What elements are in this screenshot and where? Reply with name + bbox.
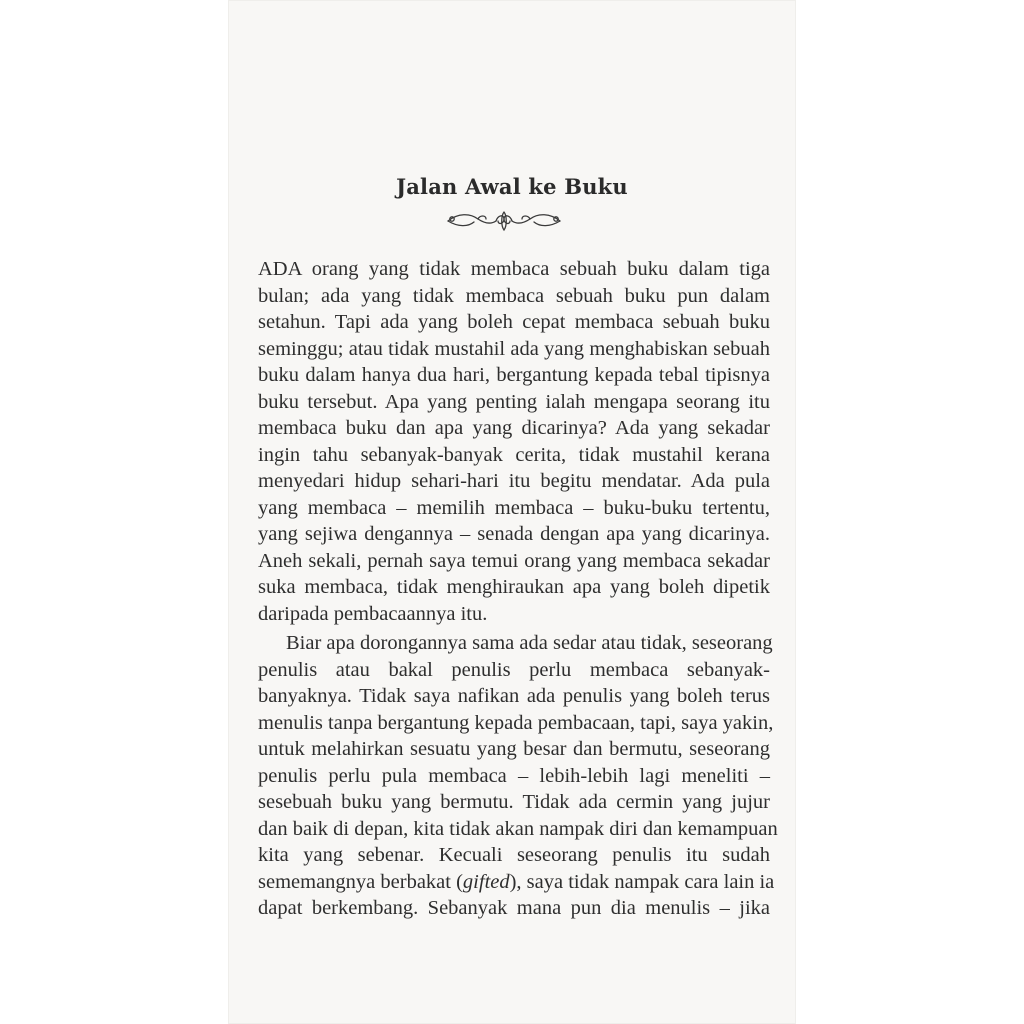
text-line: sesebuah buku yang bermutu. Tidak ada cermin yang jujur bbox=[258, 791, 770, 813]
text-line: suka membaca, tidak menghiraukan apa yang boleh dipetik bbox=[258, 576, 770, 598]
text-line: menyedari hidup sehari-hari itu begitu mendatar. Ada pula bbox=[258, 470, 770, 492]
text-line: buku tersebut. Apa yang penting ialah mengapa seorang itu bbox=[258, 390, 770, 413]
text-line: bulan; ada yang tidak membaca sebuah buku pun dalam bbox=[258, 284, 770, 307]
decorative-flourish-icon bbox=[444, 207, 564, 235]
text-line: daripada pembacaannya itu. bbox=[258, 602, 488, 625]
paragraph-1 bbox=[258, 256, 770, 627]
chapter-title: Jalan Awal ke Buku bbox=[396, 174, 628, 199]
text-line: dan baik di depan, kita tidak akan nampak diri dan kemampuan bbox=[258, 817, 778, 840]
text-line: ADA orang yang tidak membaca sebuah buku dalam tiga bbox=[258, 258, 770, 280]
text-line: Aneh sekali, pernah saya temui orang yang membaca sekadar bbox=[258, 549, 770, 572]
text-line: yang sejiwa dengannya – senada dengan apa yang dicarinya. bbox=[258, 523, 770, 545]
text-line: seminggu; atau tidak mustahil ada yang menghabiskan sebuah bbox=[258, 337, 770, 360]
text-line: membaca buku dan apa yang dicarinya? Ada yang sekadar bbox=[258, 417, 770, 439]
text-line: untuk melahirkan sesuatu yang besar dan bermutu, seseorang bbox=[258, 738, 770, 760]
text-line: banyaknya. Tidak saya nafikan ada penulis yang boleh terus bbox=[258, 685, 770, 707]
text-line: buku dalam hanya dua hari, bergantung kepada tebal tipisnya bbox=[258, 364, 770, 386]
text-line: penulis atau bakal penulis perlu membaca sebanyak- bbox=[258, 658, 770, 681]
text-line: dapat berkembang. Sebanyak mana pun dia menulis – jika bbox=[258, 897, 770, 919]
text-line: menulis tanpa bergantung kepada pembacaan, tapi, saya yakin, bbox=[258, 711, 774, 734]
text-line: penulis perlu pula membaca – lebih-lebih lagi meneliti – bbox=[258, 764, 770, 787]
text-line: setahun. Tapi ada yang boleh cepat membaca sebuah buku bbox=[258, 311, 770, 333]
text-line-italic: sememangnya berbakat (gifted), saya tidak nampak cara lain ia bbox=[258, 870, 775, 893]
italic-term: gifted bbox=[462, 870, 510, 893]
text-line: yang membaca – memilih membaca – buku-buku tertentu, bbox=[258, 496, 770, 519]
text-line: kita yang sebenar. Kecuali seseorang penulis itu sudah bbox=[258, 844, 770, 866]
text-line: ingin tahu sebanyak-banyak cerita, tidak mustahil kerana bbox=[258, 443, 770, 466]
text-line: Biar apa dorongannya sama ada sedar atau tidak, seseorang bbox=[286, 632, 773, 654]
body-text bbox=[258, 256, 778, 922]
paragraph-2 bbox=[258, 630, 778, 922]
